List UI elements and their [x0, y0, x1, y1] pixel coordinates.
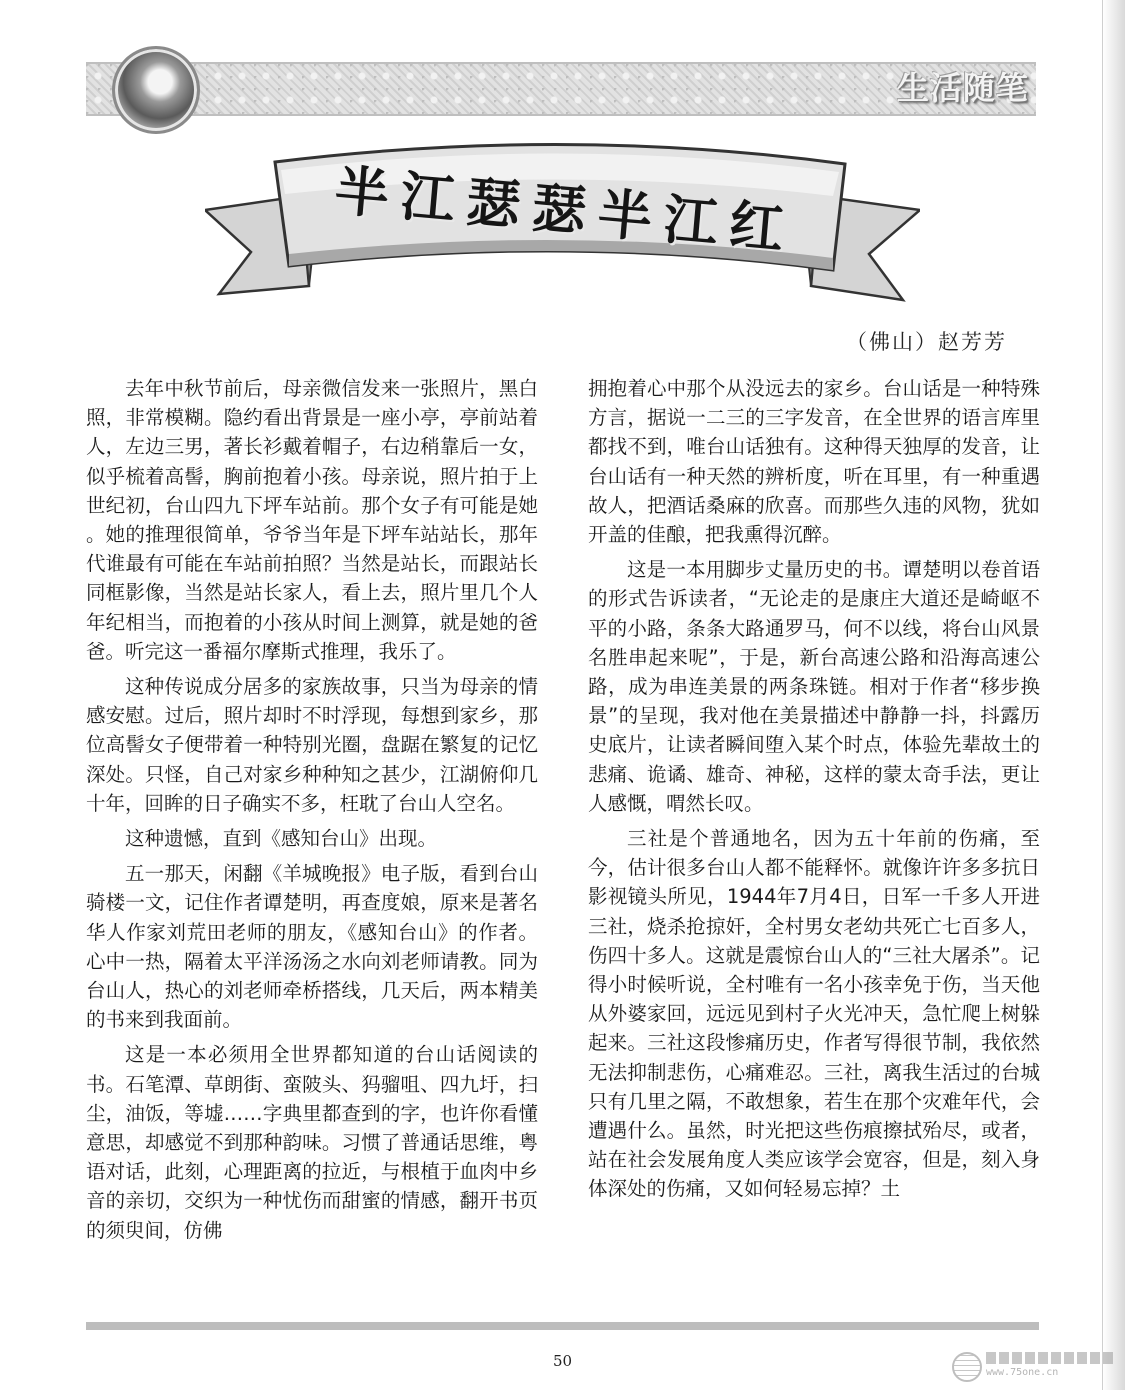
site-watermark: [952, 1348, 1117, 1382]
footer-rule: [86, 1322, 1039, 1330]
paragraph: 五一那天，闲翻《羊城晚报》电子版，看到台山骑楼一文，记住作者谭楚明，再查度娘，原来是著名华人作家刘荒田老师的朋友，《感知台山》的作者。心中一热，隔着太平洋汤汤之水向刘老师请教。同为台山人，热心的刘老师牵桥搭线，几天后，两本精美的书来到我面前。: [86, 862, 538, 1032]
paragraph: 去年中秋节前后，母亲微信发来一张照片，黑白照，非常模糊。隐约看出背景是一座小亭，亭前站着人，左边三男，著长衫戴着帽子，右边稍靠后一女，似乎梳着高髻，胸前抱着小孩。母亲说，照片拍于上世纪初，台山四九下坪车站前。那个女子有可能是她 。她的推理很简单，爷爷当年是下坪车站站长，那年代谁最有可能在车站前拍照？当然是站长，而跟站长同框影像，当然是站长家人，看上去，照片里几个人年纪相当，而抱着的小孩从时间上测算，就是她的爸爸。听完这一番福尔摩斯式推理，我乐了。: [86, 377, 538, 663]
watermark-url: www.75one.cn: [986, 1367, 1059, 1378]
page-edge-shadow: [1103, 0, 1125, 1390]
left-column: [86, 374, 538, 1245]
section-label: 生活随笔: [896, 69, 1029, 107]
globe-icon: [952, 1352, 982, 1382]
paragraph: 三社是个普通地名，因为五十年前的伤痛，至今，估计很多台山人都不能释怀。就像许许多多抗日影视镜头所见，1944年7月4日，日军一千多人开进三社，烧杀抢掠奸，全村男女老幼共死亡七百多人，伤四十多人。这就是震惊台山人的“三社大屠杀”。记得小时候听说，全村唯有一名小孩幸免于伤，当天他从外婆家回，远远见到村子火光冲天，急忙爬上树躲起来。三社这段惨痛历史，作者写得很节制，我依然无法抑制悲伤，心痛难忍。三社，离我生活过的台城只有几里之隔，不敢想象，若生在那个灾难年代，会遭遇什么。虽然，时光把这些伤痕擦拭殆尽，或者，站在社会发展角度人类应该学会宽容，但是，刻入身体深处的伤痛，又如何轻易忘掉？土: [588, 827, 1040, 1201]
paragraph: 这种遗憾，直到《感知台山》出现。: [125, 827, 438, 851]
author-byline: （佛山）赵芳芳: [846, 330, 1007, 354]
article-title: 半江瑟瑟半江红: [332, 158, 799, 263]
header-pattern-band: [86, 62, 1036, 116]
landscape-medallion-icon: [112, 46, 200, 134]
paragraph: 这种传说成分居多的家族故事，只当为母亲的情感安慰。过后，照片却时不时浮现，每想到家乡，那位高髻女子便带着一种特别光圈，盘踞在繁复的记忆深处。只怪，自己对家乡种种知之甚少，江湖俯仰几十年，回眸的日子确实不多，枉耽了台山人空名。: [86, 675, 538, 815]
paragraph-continuation: 拥抱着心中那个从没远去的家乡。台山话是一种特殊方言，据说一二三的三字发音，在全世界的语言库里都找不到，唯台山话独有。这种得天独厚的发音，让台山话有一种天然的辨析度，听在耳里，有一种重遇故人，把酒话桑麻的欣喜。而那些久违的风物，犹如开盖的佳酿，把我熏得沉醉。: [588, 377, 1040, 547]
paragraph: 这是一本必须用全世界都知道的台山话阅读的书。石笔潭、草朗街、蛮陂头、犸骝咀、四九圩，扫尘，油饭，等墟……字典里都查到的字，也许你看懂意思，却感觉不到那种韵味。习惯了普通话思维，粤语对话，此刻，心理距离的拉近，与根植于血肉中乡音的亲切，交织为一种忧伤而甜蜜的情感，翻开书页的须臾间，仿佛: [86, 1043, 538, 1242]
right-column: [588, 374, 1040, 1204]
paragraph: 这是一本用脚步丈量历史的书。谭楚明以卷首语的形式告诉读者，“无论走的是康庄大道还是崎岖不平的小路，条条大路通罗马，何不以线，将台山风景名胜串起来呢”，于是，新台高速公路和沿海高速公路，成为串连美景的两条珠链。相对于作者“移步换景”的呈现，我对他在美景描述中静静一抖，抖露历史底片，让读者瞬间堕入某个时点，体验先辈故土的悲痛、诡谲、雄奇、神秘，这样的蒙太奇手法，更让人感慨，喟然长叹。: [588, 558, 1040, 815]
watermark-logo: [986, 1352, 1114, 1364]
page-number: 50: [552, 1352, 573, 1370]
